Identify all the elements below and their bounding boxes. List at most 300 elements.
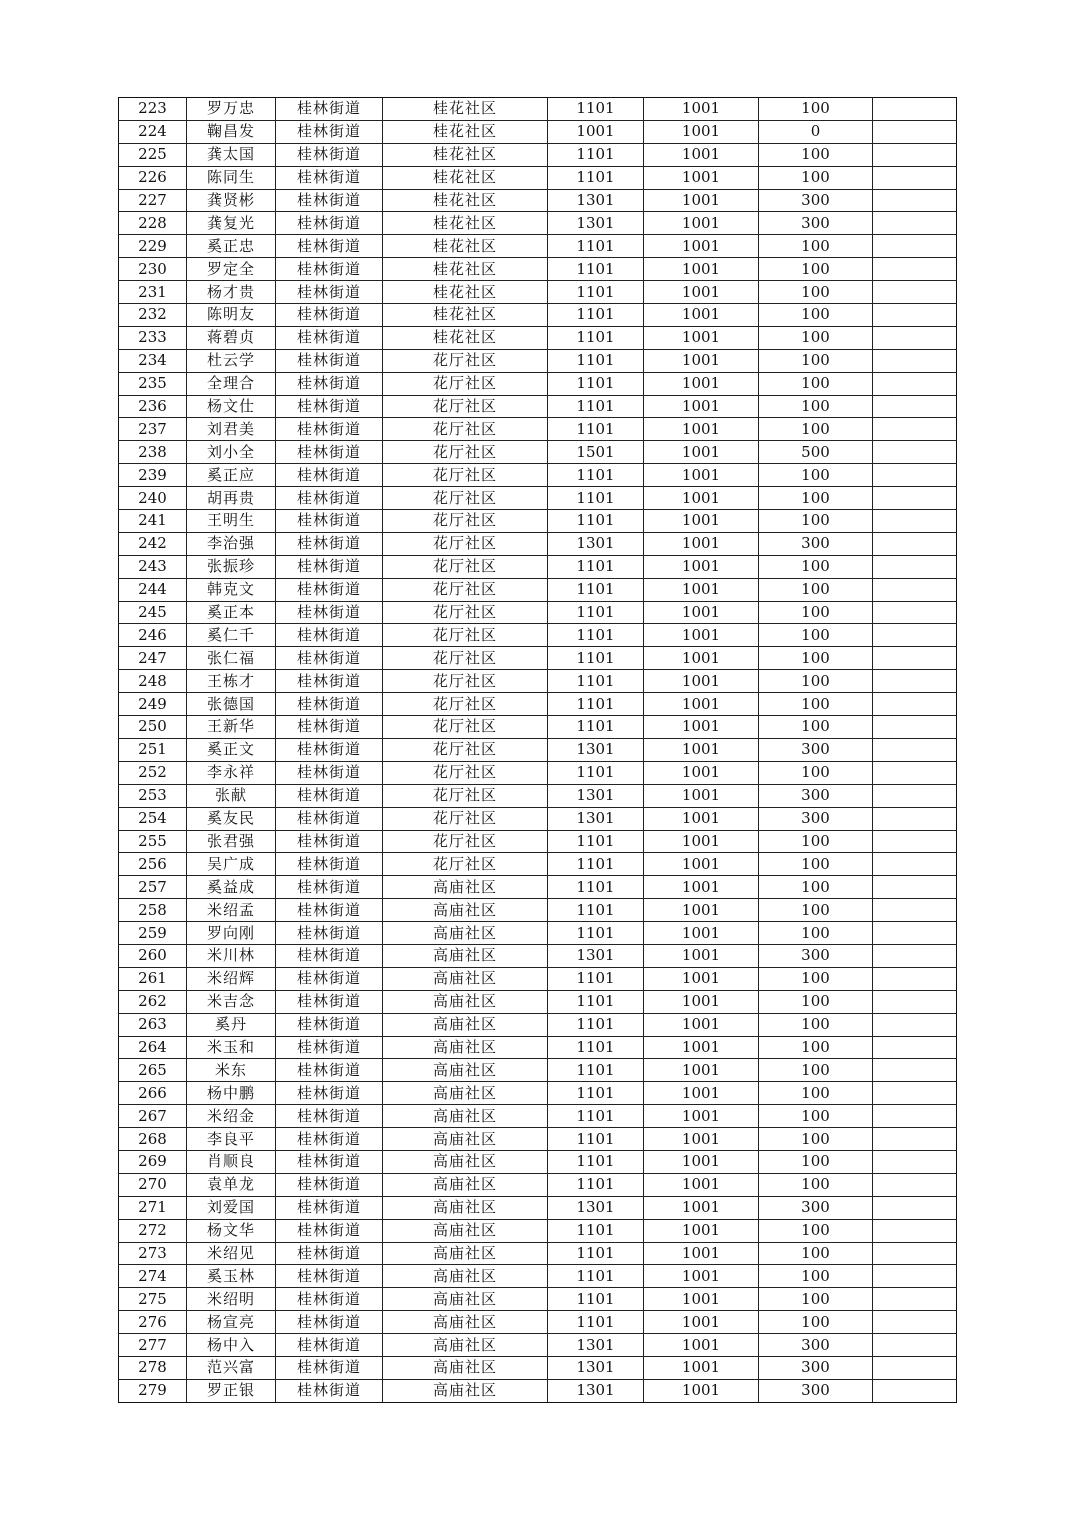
remarks-cell <box>873 1288 957 1311</box>
row-number-cell: 278 <box>119 1356 187 1379</box>
row-number-cell: 260 <box>119 944 187 967</box>
code-b-cell: 1001 <box>644 1173 759 1196</box>
table-row <box>119 1196 957 1219</box>
code-a-cell: 1101 <box>548 98 644 121</box>
row-number-cell: 264 <box>119 1036 187 1059</box>
remarks-cell <box>873 922 957 945</box>
community-cell: 高庙社区 <box>383 1013 548 1036</box>
name-cell: 杨宣亮 <box>187 1311 276 1334</box>
community-cell: 高庙社区 <box>383 1265 548 1288</box>
amount-cell: 100 <box>759 304 873 327</box>
name-cell: 李永祥 <box>187 761 276 784</box>
code-b-cell: 1001 <box>644 1059 759 1082</box>
row-number-cell: 233 <box>119 326 187 349</box>
community-cell: 桂花社区 <box>383 304 548 327</box>
subdistrict-cell: 桂林街道 <box>276 967 383 990</box>
table-row <box>119 624 957 647</box>
row-number-cell: 271 <box>119 1196 187 1219</box>
table-row <box>119 1288 957 1311</box>
amount-cell: 300 <box>759 784 873 807</box>
code-a-cell: 1101 <box>548 349 644 372</box>
table-row <box>119 532 957 555</box>
table-row <box>119 304 957 327</box>
code-b-cell: 1001 <box>644 1150 759 1173</box>
subdistrict-cell: 桂林街道 <box>276 693 383 716</box>
community-cell: 花厅社区 <box>383 647 548 670</box>
community-cell: 桂花社区 <box>383 281 548 304</box>
remarks-cell <box>873 853 957 876</box>
code-b-cell: 1001 <box>644 143 759 166</box>
name-cell: 张仁福 <box>187 647 276 670</box>
remarks-cell <box>873 441 957 464</box>
row-number-cell: 239 <box>119 464 187 487</box>
subdistrict-cell: 桂林街道 <box>276 98 383 121</box>
name-cell: 张君强 <box>187 830 276 853</box>
community-cell: 花厅社区 <box>383 784 548 807</box>
name-cell: 李良平 <box>187 1128 276 1151</box>
community-cell: 桂花社区 <box>383 98 548 121</box>
code-a-cell: 1301 <box>548 944 644 967</box>
table-row <box>119 693 957 716</box>
remarks-cell <box>873 120 957 143</box>
table-row <box>119 98 957 121</box>
name-cell: 肖顺良 <box>187 1150 276 1173</box>
amount-cell: 100 <box>759 647 873 670</box>
name-cell: 龚复光 <box>187 212 276 235</box>
name-cell: 罗向刚 <box>187 922 276 945</box>
remarks-cell <box>873 510 957 533</box>
name-cell: 米东 <box>187 1059 276 1082</box>
name-cell: 胡再贵 <box>187 487 276 510</box>
table-row <box>119 464 957 487</box>
code-b-cell: 1001 <box>644 876 759 899</box>
table-row <box>119 1334 957 1357</box>
community-cell: 高庙社区 <box>383 1311 548 1334</box>
row-number-cell: 279 <box>119 1379 187 1402</box>
code-a-cell: 1101 <box>548 258 644 281</box>
remarks-cell <box>873 693 957 716</box>
remarks-cell <box>873 624 957 647</box>
community-cell: 桂花社区 <box>383 120 548 143</box>
row-number-cell: 270 <box>119 1173 187 1196</box>
community-cell: 高庙社区 <box>383 1196 548 1219</box>
name-cell: 米绍辉 <box>187 967 276 990</box>
amount-cell: 100 <box>759 761 873 784</box>
subdistrict-cell: 桂林街道 <box>276 716 383 739</box>
remarks-cell <box>873 464 957 487</box>
amount-cell: 100 <box>759 555 873 578</box>
code-b-cell: 1001 <box>644 693 759 716</box>
table-row <box>119 1150 957 1173</box>
subdistrict-cell: 桂林街道 <box>276 464 383 487</box>
community-cell: 花厅社区 <box>383 464 548 487</box>
code-b-cell: 1001 <box>644 670 759 693</box>
code-b-cell: 1001 <box>644 807 759 830</box>
subdistrict-cell: 桂林街道 <box>276 1036 383 1059</box>
community-cell: 高庙社区 <box>383 899 548 922</box>
row-number-cell: 235 <box>119 372 187 395</box>
code-a-cell: 1101 <box>548 1105 644 1128</box>
remarks-cell <box>873 304 957 327</box>
name-cell: 陈同生 <box>187 166 276 189</box>
community-cell: 桂花社区 <box>383 143 548 166</box>
name-cell: 米绍金 <box>187 1105 276 1128</box>
amount-cell: 100 <box>759 1219 873 1242</box>
code-b-cell: 1001 <box>644 1013 759 1036</box>
code-b-cell: 1001 <box>644 98 759 121</box>
community-cell: 高庙社区 <box>383 1082 548 1105</box>
name-cell: 米绍孟 <box>187 899 276 922</box>
amount-cell: 100 <box>759 98 873 121</box>
table-row <box>119 395 957 418</box>
community-cell: 花厅社区 <box>383 441 548 464</box>
code-a-cell: 1101 <box>548 1128 644 1151</box>
code-b-cell: 1001 <box>644 418 759 441</box>
name-cell: 杜云学 <box>187 349 276 372</box>
subdistrict-cell: 桂林街道 <box>276 1311 383 1334</box>
name-cell: 杨才贵 <box>187 281 276 304</box>
community-cell: 高庙社区 <box>383 1173 548 1196</box>
code-b-cell: 1001 <box>644 395 759 418</box>
subdistrict-cell: 桂林街道 <box>276 487 383 510</box>
amount-cell: 100 <box>759 326 873 349</box>
code-a-cell: 1101 <box>548 670 644 693</box>
row-number-cell: 263 <box>119 1013 187 1036</box>
remarks-cell <box>873 967 957 990</box>
remarks-cell <box>873 1356 957 1379</box>
name-cell: 王明生 <box>187 510 276 533</box>
code-a-cell: 1101 <box>548 1265 644 1288</box>
table-row <box>119 1356 957 1379</box>
code-a-cell: 1101 <box>548 1013 644 1036</box>
remarks-cell <box>873 899 957 922</box>
table-row <box>119 899 957 922</box>
code-a-cell: 1101 <box>548 487 644 510</box>
community-cell: 花厅社区 <box>383 578 548 601</box>
community-cell: 花厅社区 <box>383 532 548 555</box>
code-a-cell: 1101 <box>548 1173 644 1196</box>
remarks-cell <box>873 1196 957 1219</box>
code-a-cell: 1101 <box>548 876 644 899</box>
code-b-cell: 1001 <box>644 1196 759 1219</box>
code-b-cell: 1001 <box>644 738 759 761</box>
community-cell: 高庙社区 <box>383 1356 548 1379</box>
name-cell: 奚正本 <box>187 601 276 624</box>
table-row <box>119 1242 957 1265</box>
code-b-cell: 1001 <box>644 281 759 304</box>
remarks-cell <box>873 830 957 853</box>
amount-cell: 300 <box>759 1334 873 1357</box>
code-a-cell: 1101 <box>548 281 644 304</box>
amount-cell: 300 <box>759 1196 873 1219</box>
amount-cell: 300 <box>759 807 873 830</box>
name-cell: 杨文华 <box>187 1219 276 1242</box>
code-b-cell: 1001 <box>644 1128 759 1151</box>
table-row <box>119 418 957 441</box>
row-number-cell: 225 <box>119 143 187 166</box>
subdistrict-cell: 桂林街道 <box>276 418 383 441</box>
subdistrict-cell: 桂林街道 <box>276 1128 383 1151</box>
table-row <box>119 441 957 464</box>
table-row <box>119 1128 957 1151</box>
code-b-cell: 1001 <box>644 601 759 624</box>
amount-cell: 100 <box>759 1173 873 1196</box>
subdistrict-cell: 桂林街道 <box>276 830 383 853</box>
code-b-cell: 1001 <box>644 464 759 487</box>
table-row <box>119 1105 957 1128</box>
code-b-cell: 1001 <box>644 967 759 990</box>
code-a-cell: 1101 <box>548 1150 644 1173</box>
community-cell: 高庙社区 <box>383 1288 548 1311</box>
subdistrict-cell: 桂林街道 <box>276 738 383 761</box>
row-number-cell: 245 <box>119 601 187 624</box>
name-cell: 陈明友 <box>187 304 276 327</box>
community-cell: 花厅社区 <box>383 555 548 578</box>
community-cell: 花厅社区 <box>383 349 548 372</box>
name-cell: 全理合 <box>187 372 276 395</box>
code-b-cell: 1001 <box>644 555 759 578</box>
name-cell: 鞠昌发 <box>187 120 276 143</box>
row-number-cell: 232 <box>119 304 187 327</box>
subdistrict-cell: 桂林街道 <box>276 166 383 189</box>
name-cell: 张献 <box>187 784 276 807</box>
code-b-cell: 1001 <box>644 166 759 189</box>
subdistrict-cell: 桂林街道 <box>276 510 383 533</box>
code-a-cell: 1101 <box>548 693 644 716</box>
row-number-cell: 272 <box>119 1219 187 1242</box>
code-a-cell: 1101 <box>548 1242 644 1265</box>
subdistrict-cell: 桂林街道 <box>276 1242 383 1265</box>
subdistrict-cell: 桂林街道 <box>276 189 383 212</box>
remarks-cell <box>873 716 957 739</box>
name-cell: 奚丹 <box>187 1013 276 1036</box>
code-b-cell: 1001 <box>644 372 759 395</box>
table-row <box>119 1082 957 1105</box>
table-row <box>119 235 957 258</box>
amount-cell: 100 <box>759 1288 873 1311</box>
row-number-cell: 274 <box>119 1265 187 1288</box>
name-cell: 蒋碧贞 <box>187 326 276 349</box>
community-cell: 高庙社区 <box>383 1219 548 1242</box>
table-row <box>119 807 957 830</box>
code-a-cell: 1301 <box>548 1379 644 1402</box>
amount-cell: 100 <box>759 1082 873 1105</box>
community-cell: 花厅社区 <box>383 807 548 830</box>
table-row <box>119 1265 957 1288</box>
code-a-cell: 1101 <box>548 510 644 533</box>
code-a-cell: 1101 <box>548 372 644 395</box>
code-b-cell: 1001 <box>644 899 759 922</box>
subdistrict-cell: 桂林街道 <box>276 395 383 418</box>
code-a-cell: 1101 <box>548 1036 644 1059</box>
community-cell: 花厅社区 <box>383 395 548 418</box>
row-number-cell: 267 <box>119 1105 187 1128</box>
remarks-cell <box>873 1059 957 1082</box>
code-a-cell: 1101 <box>548 716 644 739</box>
remarks-cell <box>873 1150 957 1173</box>
name-cell: 龚太国 <box>187 143 276 166</box>
table-row <box>119 716 957 739</box>
row-number-cell: 266 <box>119 1082 187 1105</box>
subdistrict-cell: 桂林街道 <box>276 1059 383 1082</box>
table-row <box>119 1036 957 1059</box>
amount-cell: 100 <box>759 1242 873 1265</box>
name-cell: 米绍见 <box>187 1242 276 1265</box>
community-cell: 高庙社区 <box>383 922 548 945</box>
amount-cell: 100 <box>759 716 873 739</box>
code-a-cell: 1101 <box>548 464 644 487</box>
amount-cell: 500 <box>759 441 873 464</box>
amount-cell: 100 <box>759 670 873 693</box>
code-b-cell: 1001 <box>644 349 759 372</box>
name-cell: 王栋才 <box>187 670 276 693</box>
code-a-cell: 1301 <box>548 1334 644 1357</box>
code-a-cell: 1101 <box>548 395 644 418</box>
remarks-cell <box>873 990 957 1013</box>
subdistrict-cell: 桂林街道 <box>276 1356 383 1379</box>
amount-cell: 100 <box>759 922 873 945</box>
code-b-cell: 1001 <box>644 1288 759 1311</box>
remarks-cell <box>873 372 957 395</box>
amount-cell: 100 <box>759 853 873 876</box>
row-number-cell: 242 <box>119 532 187 555</box>
subdistrict-cell: 桂林街道 <box>276 1334 383 1357</box>
subdistrict-cell: 桂林街道 <box>276 761 383 784</box>
table-row <box>119 876 957 899</box>
table-row <box>119 830 957 853</box>
amount-cell: 100 <box>759 1036 873 1059</box>
remarks-cell <box>873 1105 957 1128</box>
row-number-cell: 223 <box>119 98 187 121</box>
name-cell: 袁单龙 <box>187 1173 276 1196</box>
name-cell: 奚益成 <box>187 876 276 899</box>
code-a-cell: 1301 <box>548 212 644 235</box>
community-cell: 桂花社区 <box>383 326 548 349</box>
code-b-cell: 1001 <box>644 532 759 555</box>
table-row <box>119 212 957 235</box>
row-number-cell: 228 <box>119 212 187 235</box>
row-number-cell: 268 <box>119 1128 187 1151</box>
code-b-cell: 1001 <box>644 1219 759 1242</box>
row-number-cell: 237 <box>119 418 187 441</box>
remarks-cell <box>873 601 957 624</box>
community-cell: 花厅社区 <box>383 372 548 395</box>
subdistrict-cell: 桂林街道 <box>276 120 383 143</box>
community-cell: 高庙社区 <box>383 876 548 899</box>
community-cell: 花厅社区 <box>383 601 548 624</box>
remarks-cell <box>873 578 957 601</box>
row-number-cell: 250 <box>119 716 187 739</box>
amount-cell: 100 <box>759 395 873 418</box>
community-cell: 桂花社区 <box>383 189 548 212</box>
row-number-cell: 253 <box>119 784 187 807</box>
code-b-cell: 1001 <box>644 1265 759 1288</box>
subdistrict-cell: 桂林街道 <box>276 258 383 281</box>
amount-cell: 100 <box>759 349 873 372</box>
amount-cell: 300 <box>759 189 873 212</box>
row-number-cell: 252 <box>119 761 187 784</box>
table-row <box>119 143 957 166</box>
subdistrict-cell: 桂林街道 <box>276 990 383 1013</box>
subdistrict-cell: 桂林街道 <box>276 601 383 624</box>
name-cell: 范兴富 <box>187 1356 276 1379</box>
code-a-cell: 1301 <box>548 784 644 807</box>
subdistrict-cell: 桂林街道 <box>276 1150 383 1173</box>
amount-cell: 100 <box>759 487 873 510</box>
amount-cell: 100 <box>759 510 873 533</box>
community-cell: 高庙社区 <box>383 1150 548 1173</box>
table-row <box>119 578 957 601</box>
name-cell: 罗万忠 <box>187 98 276 121</box>
name-cell: 张德国 <box>187 693 276 716</box>
code-a-cell: 1101 <box>548 624 644 647</box>
subdistrict-cell: 桂林街道 <box>276 1196 383 1219</box>
remarks-cell <box>873 670 957 693</box>
code-a-cell: 1101 <box>548 1288 644 1311</box>
table-row <box>119 944 957 967</box>
name-cell: 刘君美 <box>187 418 276 441</box>
amount-cell: 100 <box>759 464 873 487</box>
table-row <box>119 326 957 349</box>
code-b-cell: 1001 <box>644 830 759 853</box>
code-a-cell: 1101 <box>548 761 644 784</box>
amount-cell: 100 <box>759 899 873 922</box>
amount-cell: 300 <box>759 212 873 235</box>
community-cell: 花厅社区 <box>383 487 548 510</box>
remarks-cell <box>873 235 957 258</box>
amount-cell: 100 <box>759 372 873 395</box>
row-number-cell: 244 <box>119 578 187 601</box>
amount-cell: 100 <box>759 990 873 1013</box>
code-b-cell: 1001 <box>644 990 759 1013</box>
table-row <box>119 1379 957 1402</box>
table-row <box>119 647 957 670</box>
row-number-cell: 226 <box>119 166 187 189</box>
amount-cell: 100 <box>759 1150 873 1173</box>
code-b-cell: 1001 <box>644 624 759 647</box>
amount-cell: 300 <box>759 1379 873 1402</box>
remarks-cell <box>873 1379 957 1402</box>
community-cell: 花厅社区 <box>383 716 548 739</box>
row-number-cell: 277 <box>119 1334 187 1357</box>
community-cell: 花厅社区 <box>383 853 548 876</box>
name-cell: 杨中入 <box>187 1334 276 1357</box>
table-row <box>119 1059 957 1082</box>
community-cell: 高庙社区 <box>383 1036 548 1059</box>
code-b-cell: 1001 <box>644 784 759 807</box>
remarks-cell <box>873 326 957 349</box>
name-cell: 奚友民 <box>187 807 276 830</box>
community-cell: 花厅社区 <box>383 624 548 647</box>
name-cell: 杨文仕 <box>187 395 276 418</box>
subdistrict-cell: 桂林街道 <box>276 784 383 807</box>
table-row <box>119 555 957 578</box>
amount-cell: 300 <box>759 532 873 555</box>
table-row <box>119 258 957 281</box>
code-b-cell: 1001 <box>644 258 759 281</box>
remarks-cell <box>873 212 957 235</box>
community-cell: 高庙社区 <box>383 1105 548 1128</box>
community-cell: 高庙社区 <box>383 1379 548 1402</box>
row-number-cell: 246 <box>119 624 187 647</box>
subdistrict-cell: 桂林街道 <box>276 876 383 899</box>
remarks-cell <box>873 258 957 281</box>
table-row <box>119 487 957 510</box>
remarks-cell <box>873 143 957 166</box>
table-row <box>119 1311 957 1334</box>
code-a-cell: 1101 <box>548 235 644 258</box>
table-row <box>119 120 957 143</box>
